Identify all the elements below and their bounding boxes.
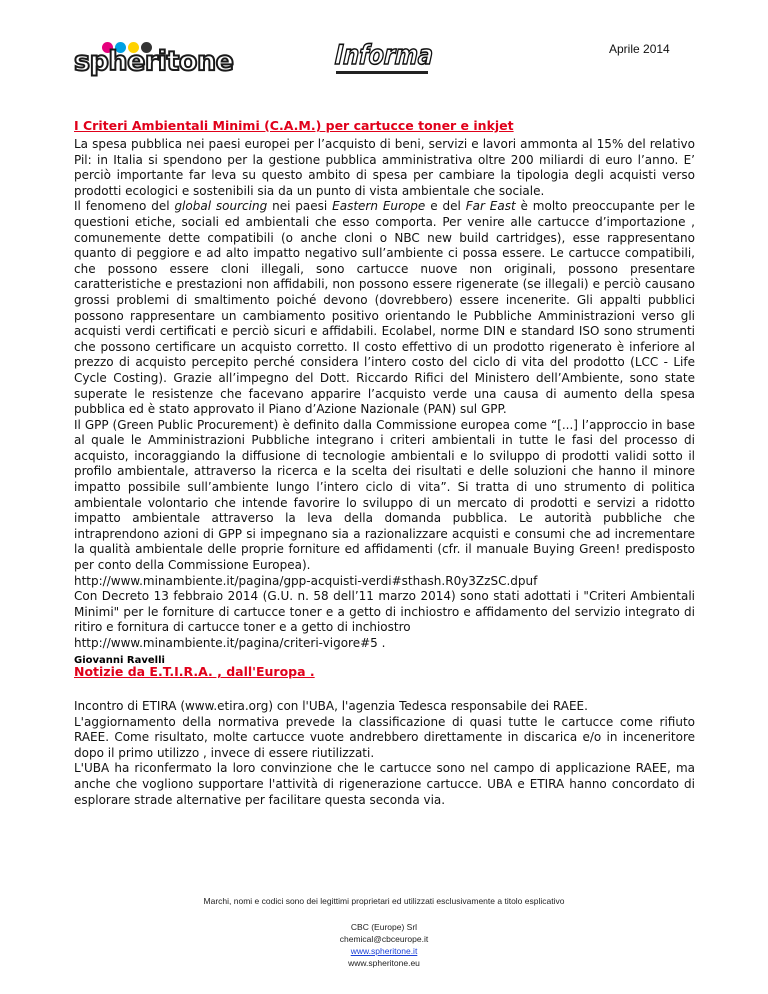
footer-company: CBC (Europe) Srl	[350, 922, 418, 932]
spheritone-logo: spheritone	[74, 46, 234, 77]
gpp-link[interactable]: http://www.minambiente.it/pagina/gpp-acquisti-verdi#sthash.R0y3ZzSC.dpuf	[74, 573, 538, 588]
section1-paragraph: La spesa pubblica nei paesi europei per l’acquisto di beni, servizi e lavori ammonta al 15% del relativo Pil: in Italia si spendono per la gestione pubblica amministrativa oltre 200 miliardi di euro l’anno. E’ perciò importante far leva su questo ambito di spesa per cambiare la tipologia degli acquisti verso prodotti ecologici e sostenibili sia da un punto di vista ambientale che sociale.	[74, 137, 695, 198]
criteri-link[interactable]: http://www.minambiente.it/pagina/criteri-vigore#5 .	[74, 636, 386, 650]
section1-title: I Criteri Ambientali Minimi (C.A.M.) per cartucce toner e inkjet	[74, 118, 514, 133]
section1-body	[74, 137, 695, 652]
footer-site-it-link[interactable]: www.spheritone.it	[350, 946, 418, 956]
section1-paragraph: Il GPP (Green Public Procurement) è definito dalla Commissione europea come “[...] l’approccio in base al quale le Amministrazioni Pubbliche integrano i criteri ambientali in tutte le fasi del processo di acquisto, incoraggiando la diffusione di tecnologie ambientali e lo sviluppo di prodotti validi sotto il profilo ambientale, attraverso la ricerca e la scelta dei risultati e delle soluzioni che hanno il minore impatto possibile sull’ambiente lungo l’intero ciclo di vita”. Si tratta di uno strumento di politica ambientale volontario che intende favorire lo sviluppo di un mercato di prodotti e servizi a ridotto impatto ambientale attraverso la leva della domanda pubblica. Le autorità pubbliche che intraprendono azioni di GPP si impegnano sia a razionalizzare acquisti e consumi che ad incrementare la qualità ambientale delle proprie forniture ed affidamenti (cfr. il manuale Buying Green! predisposto per conto della Commissione Europea).	[74, 417, 695, 573]
header-logos	[74, 38, 434, 78]
section2-paragraph: L'aggiornamento della normativa prevede la classificazione di quasi tutte le cartucce come rifiuto RAEE. Come risultato, molte cartucce vuote andrebbero direttamente in discarica e/o in inceneritore dopo il primo utilizzo , invece di essere riutilizzati.	[74, 714, 695, 760]
issue-date: Aprile 2014	[609, 42, 670, 56]
section1-paragraph: Il fenomeno del global sourcing nei paesi Eastern Europe e del Far East è molto preoccupante per le questioni etiche, sociali ed ambientali che esso comporta. Per venire alle cartucce d’importazione , comunemente dette compatibili (o anche cloni o NBC new build cartridges), esse rappresentano quanto di peggiore e ad alto impatto negativo sull’ambiente ci possa essere. Le cartucce compatibili, che possono essere cloni illegali, sono cartucce nuove non originali, possono presentare caratteristiche e prestazioni non affidabili, non possono essere rigenerate (se illegali) e perciò causano grossi problemi di smaltimento poiché devono (dovrebbero) essere incenerite. Gli appalti pubblici possono rappresentare un cambiamento positivo orientando le Pubbliche Amministrazioni verso gli acquisti verdi certificati e perciò sicuri e affidabili. Ecolabel, norme DIN e standard ISO sono strumenti che possono certificare un acquisto corretto. Il costo effettivo di un prodotto rigenerato è inferiore al prezzo di acquisto percepito perché considera l’intero costo del ciclo di vita del prodotto (LCC - Life Cycle Costing). Grazie all’impegno del Dott. Riccardo Rifici del Ministero dell’Ambiente, sono state superate le resistenze che facevano apparire l’acquisto verde una causa di aumento della spesa pubblica ed è stato approvato il Piano d’Azione Nazionale (PAN) sul GPP.	[74, 199, 695, 417]
author-name: Giovanni Ravelli	[74, 655, 165, 666]
section2-title: Notizie da E.T.I.R.A. , dall'Europa .	[74, 664, 315, 679]
section2-body	[74, 699, 695, 808]
footer-site-eu[interactable]: www.spheritone.eu	[348, 958, 420, 968]
footer-disclaimer: Marchi, nomi e codici sono dei legittimi proprietari ed utilizzati esclusivamente a titolo esplicativo	[203, 896, 565, 906]
section1-paragraph: Con Decreto 13 febbraio 2014 (G.U. n. 58 dell’11 marzo 2014) sono stati adottati i "Criteri Ambientali Minimi" per le forniture di cartucce toner e a getto di inchiostro e affidamento del servizio integrato di ritiro e fornitura di cartucce toner e a getto di inchiostro	[74, 589, 695, 635]
footer-email[interactable]: chemical@cbceurope.it	[339, 934, 429, 944]
informa-logo: Informa	[334, 40, 434, 71]
section2-paragraph: Incontro di ETIRA (www.etira.org) con l'UBA, l'agenzia Tedesca responsabile dei RAEE.	[74, 699, 588, 713]
footer	[0, 895, 768, 969]
informa-underline	[336, 71, 428, 74]
section2-paragraph: L'UBA ha riconfermato la loro convinzione che le cartucce sono nel campo di applicazione RAEE, ma anche che vogliono supportare l'attività di rigenerazione cartucce. UBA e ETIRA hanno concordato di esplorare strade alternative per facilitare questa seconda via.	[74, 761, 695, 807]
